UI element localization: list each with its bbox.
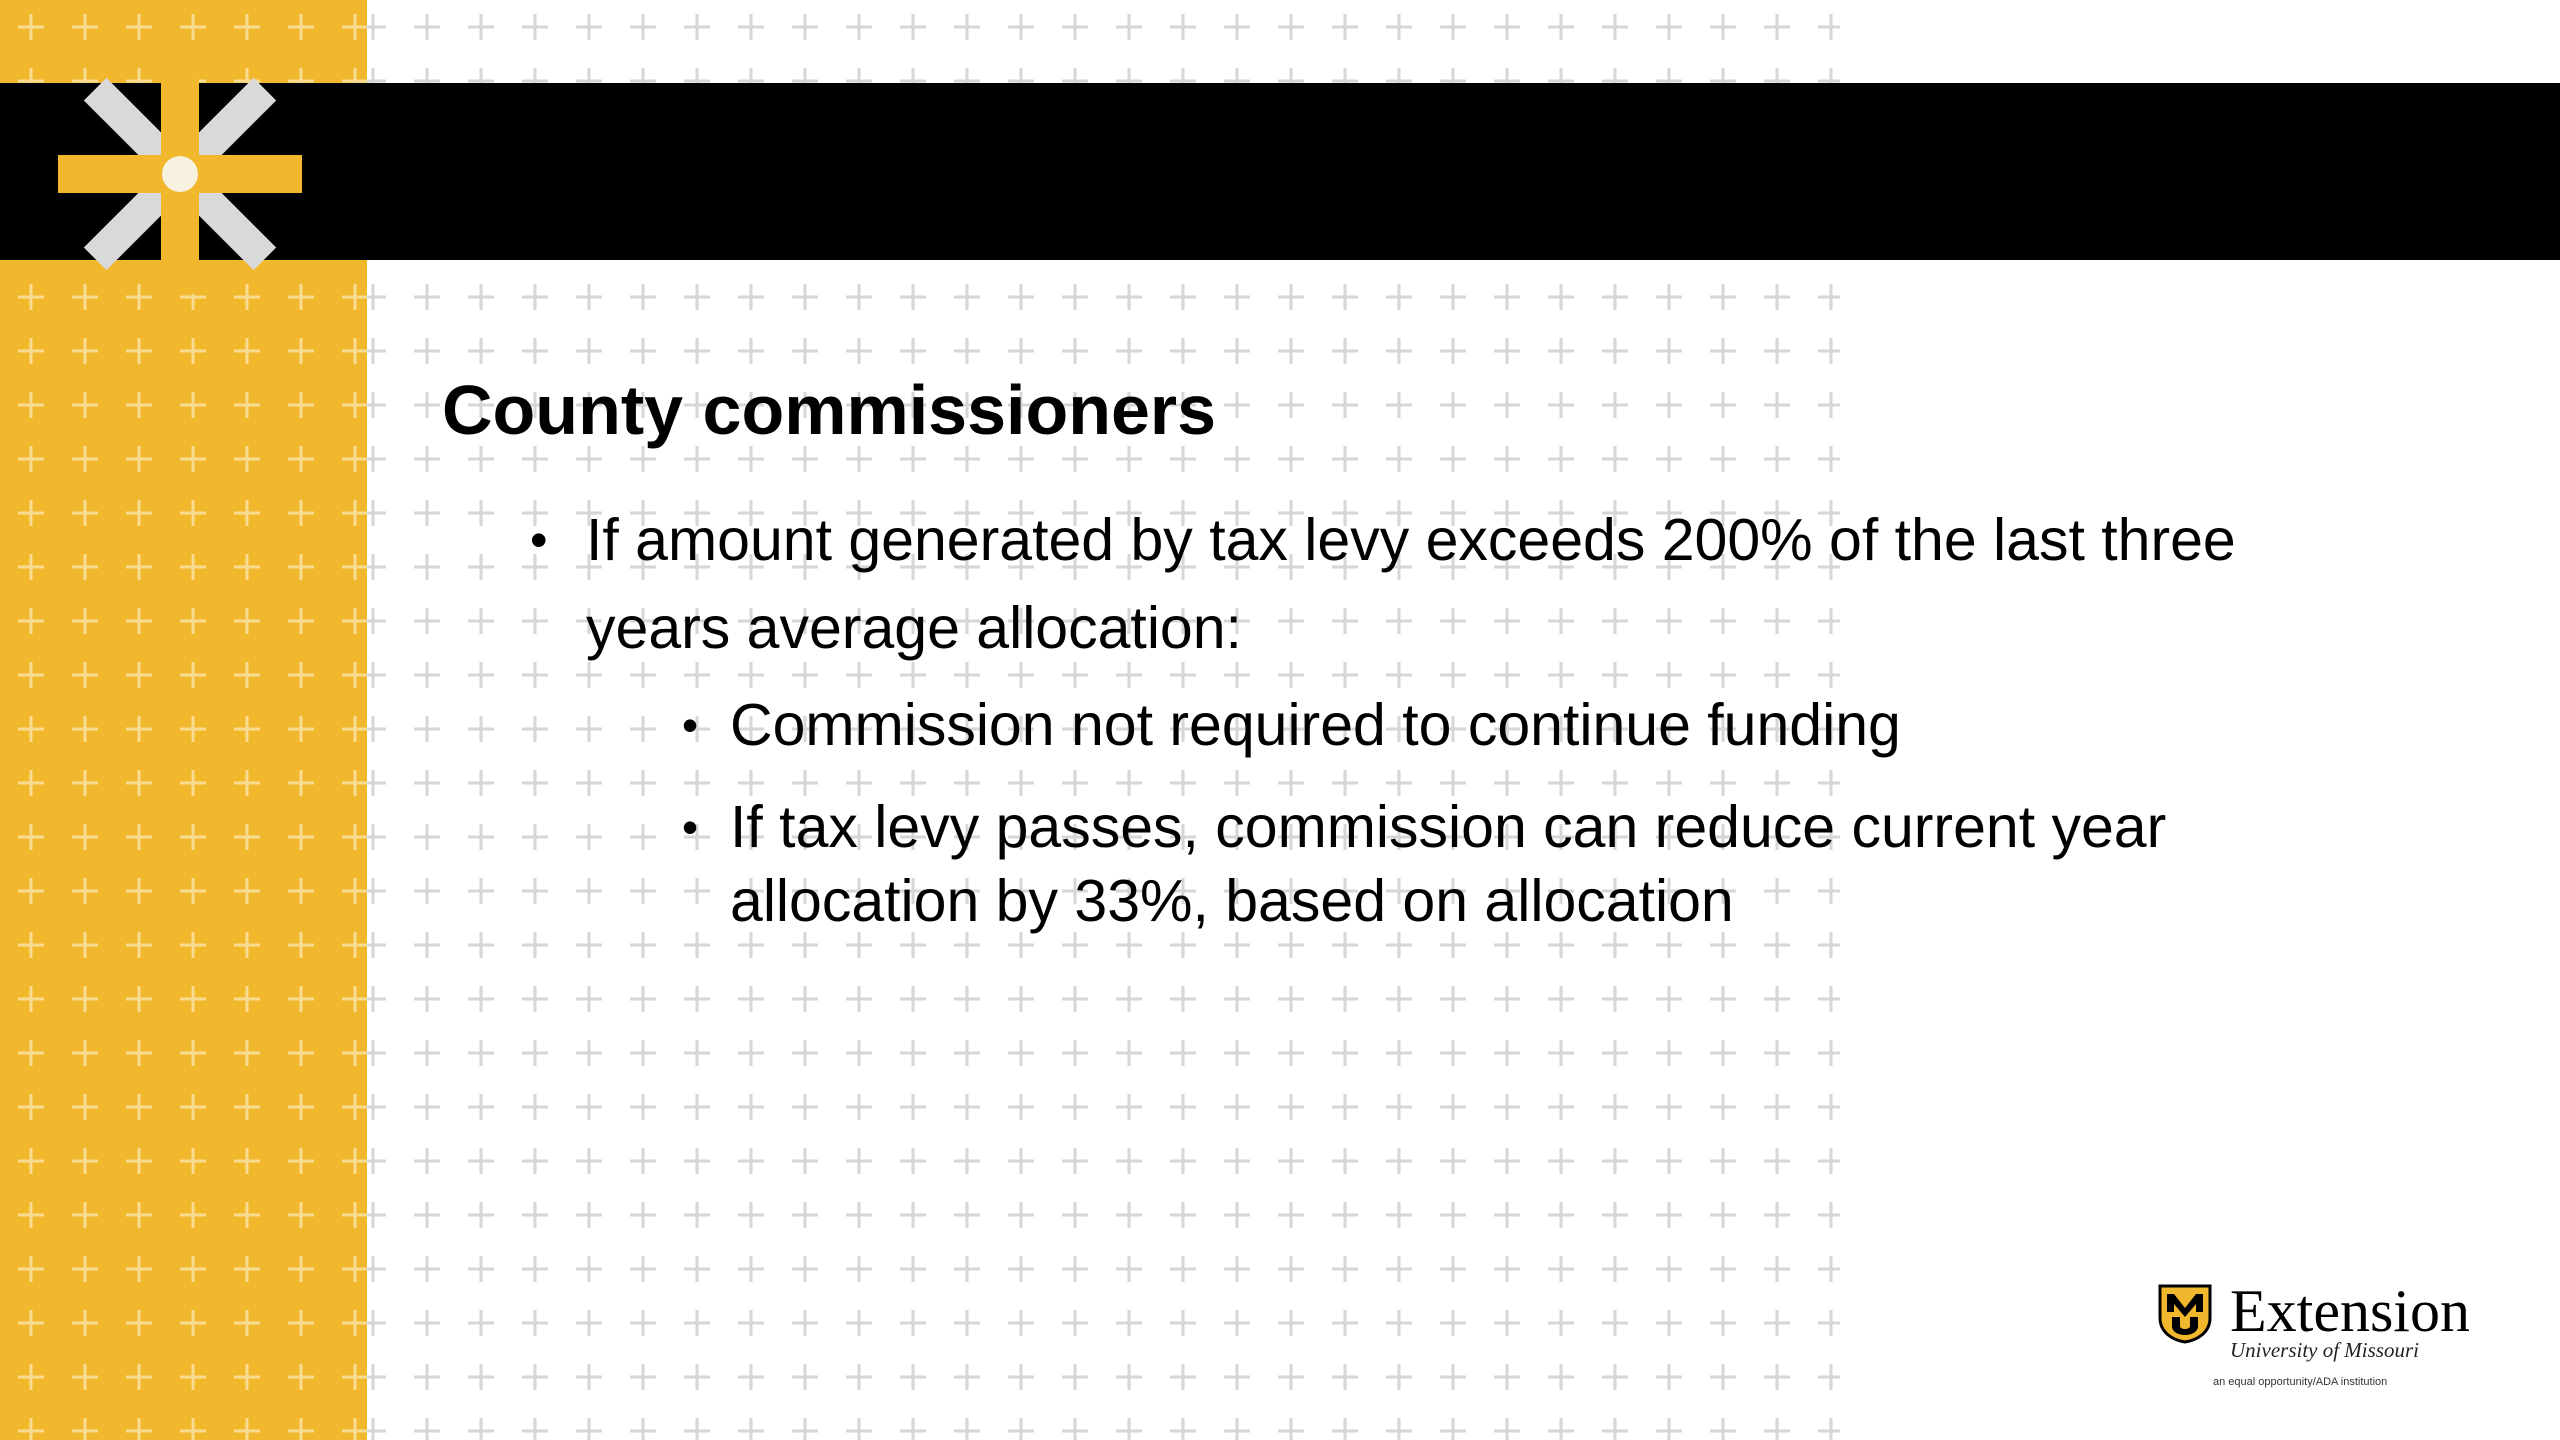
slide-title: County commissioners	[442, 371, 1217, 449]
university-name: University of Missouri	[2230, 1338, 2419, 1362]
mu-shield-icon	[2158, 1284, 2212, 1344]
bullet-list	[530, 496, 2310, 966]
asterisk-icon	[52, 46, 308, 302]
bullet-text: If amount generated by tax levy exceeds 200% of the last three years average allocation:	[586, 507, 2236, 661]
extension-wordmark: Extension	[2230, 1278, 2470, 1344]
sub-bullet-item: • If tax levy passes, commission can reduce current year allocation by 33%, based on allocation	[682, 790, 2310, 938]
sub-bullet-list	[586, 688, 2310, 938]
bullet-item	[530, 496, 2310, 938]
extension-logo	[2158, 1278, 2478, 1398]
header-bar	[0, 83, 2560, 260]
equal-opportunity-text: an equal opportunity/ADA institution	[2213, 1376, 2388, 1388]
sub-bullet-item: • Commission not required to continue funding	[682, 688, 2310, 762]
